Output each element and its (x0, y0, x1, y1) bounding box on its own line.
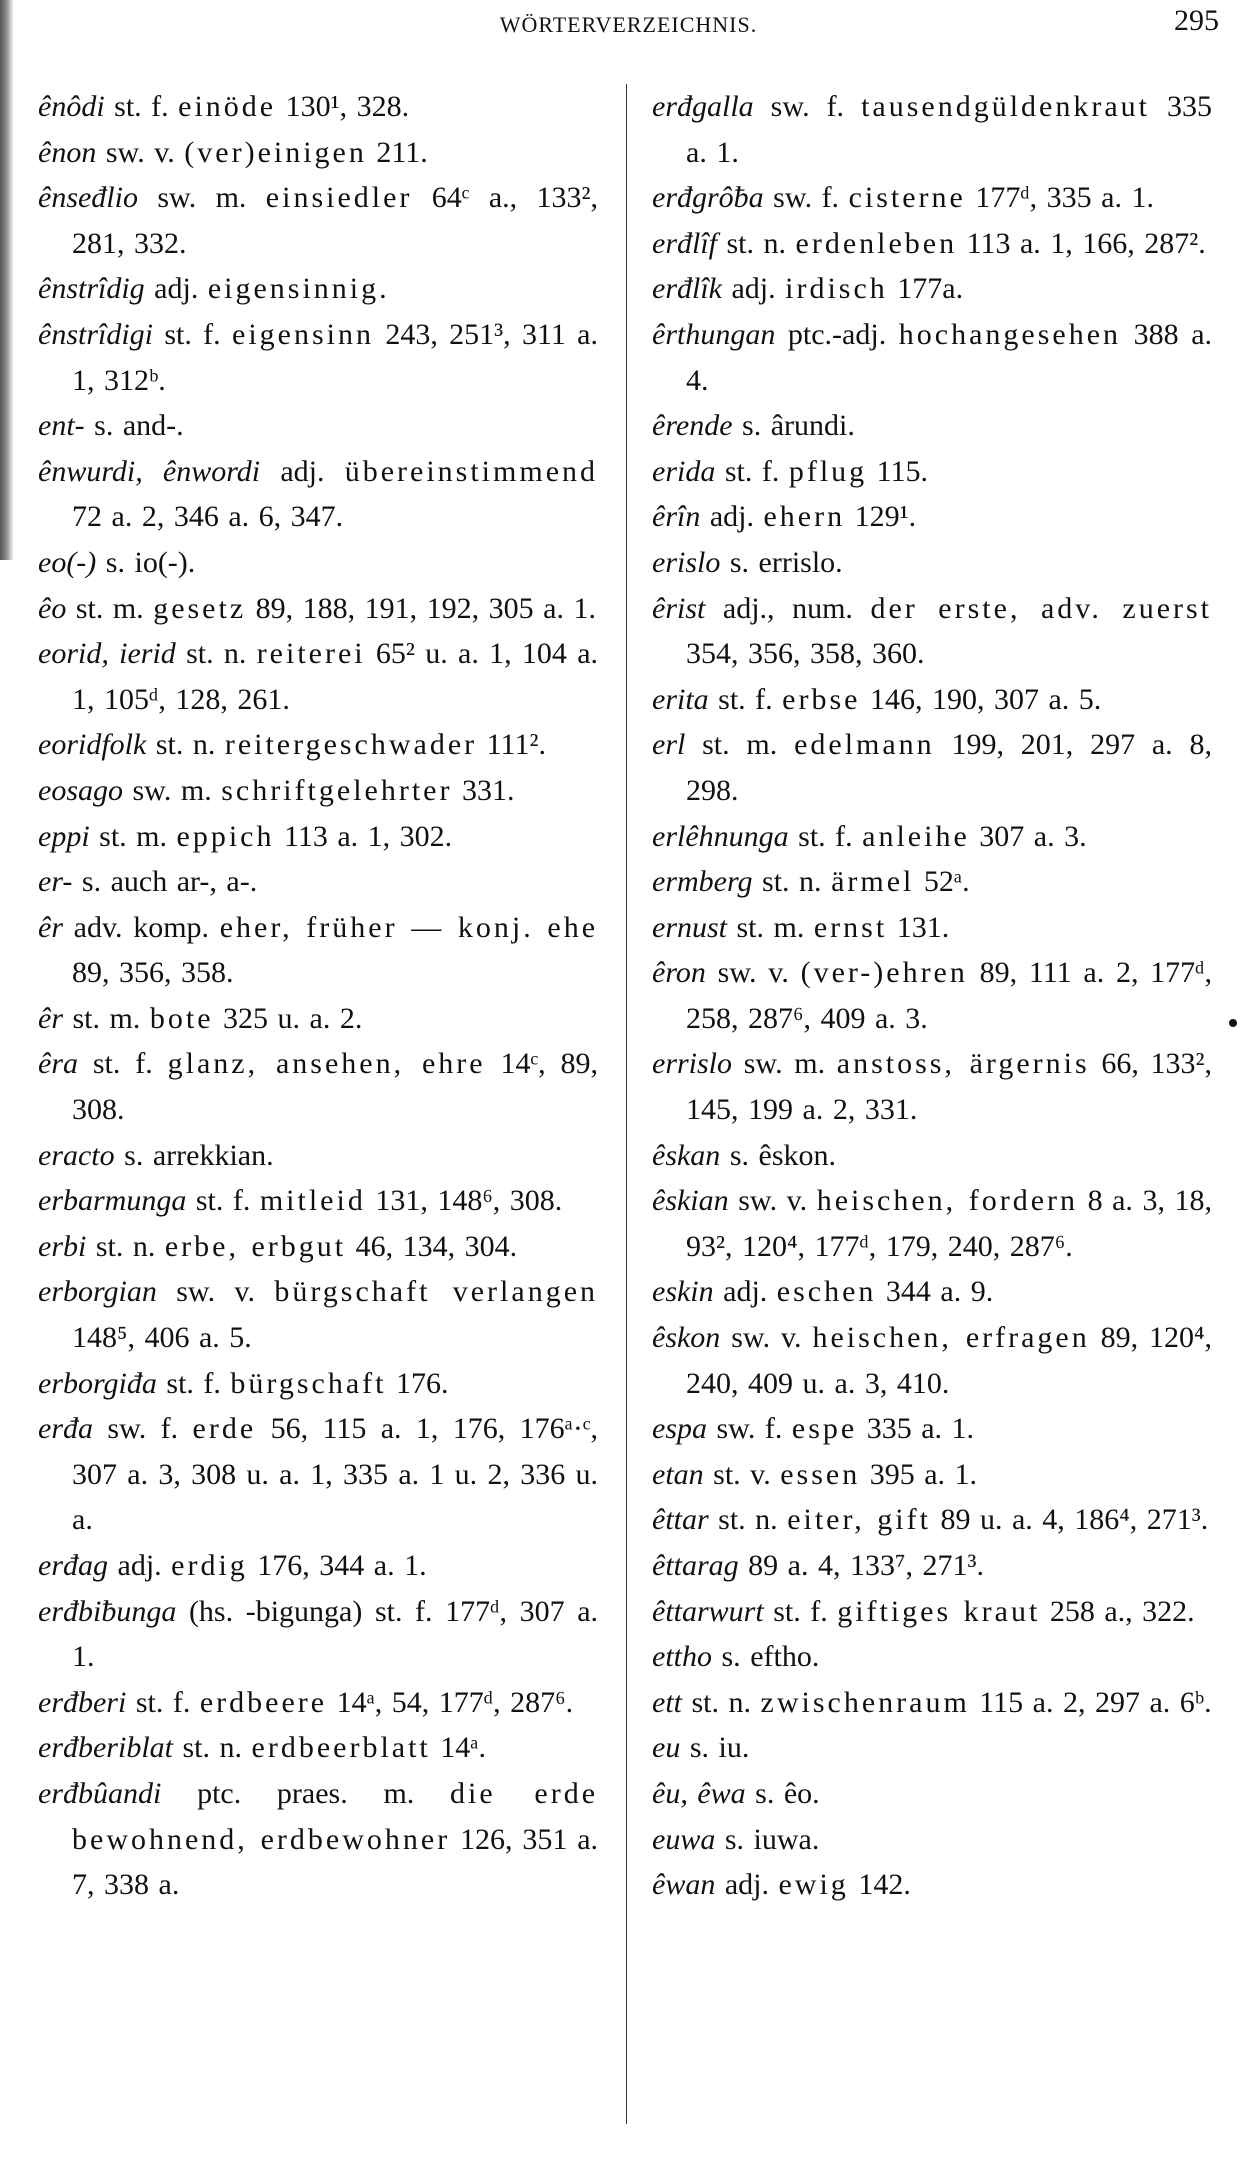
dictionary-entry (38, 1361, 598, 1407)
grammar-label: (hs. -bigunga) st. f. (188, 1594, 433, 1628)
margin-dot (1229, 1019, 1237, 1027)
references: 258 a., 322. (1049, 1594, 1195, 1628)
references: arrekkian. (152, 1138, 274, 1172)
references: 14ᵃ, 54, 177ᵈ, 287⁶. (336, 1685, 574, 1719)
references: 307 a. 3. (979, 819, 1087, 853)
headword: ernust (652, 910, 727, 944)
headword: erđberi (38, 1685, 127, 1719)
dictionary-entry (652, 1315, 1212, 1406)
grammar-label: st. f. (718, 682, 773, 716)
headword: errislo (652, 1047, 733, 1081)
gloss: erbe, erbgut (164, 1229, 347, 1263)
grammar-label: s. auch (81, 865, 168, 899)
headword: ênstrîdigi (38, 317, 154, 351)
gloss: heischen, fordern (816, 1184, 1079, 1218)
references: 325 u. a. 2. (223, 1001, 363, 1035)
references: 113 a. 1, 166, 287². (966, 226, 1206, 260)
dictionary-entry (38, 1269, 598, 1360)
headword: erđbûandi (38, 1776, 162, 1810)
headword: erislo (652, 545, 721, 579)
dictionary-entry (652, 950, 1212, 1041)
grammar-label: adj. (117, 1549, 162, 1582)
grammar-label: sw. v. (717, 956, 789, 990)
dictionary-entry (38, 905, 598, 996)
grammar-label: s. (724, 1822, 745, 1856)
dictionary-entry (38, 586, 598, 632)
gloss: pflug (788, 454, 868, 488)
references: ar-, a-. (176, 865, 258, 899)
dictionary-entry (652, 814, 1212, 860)
gloss: bürgschaft (230, 1366, 387, 1400)
references: ârundi. (770, 409, 855, 443)
dictionary-entry (652, 1771, 1212, 1817)
grammar-label: sw. f. (770, 90, 845, 123)
references: 395 a. 1. (869, 1457, 978, 1491)
headword: erbarmunga (38, 1184, 187, 1218)
gloss: eher, früher — konj. ehe (219, 910, 599, 944)
gloss: eiter, gift (787, 1503, 931, 1537)
grammar-label: st. f. (114, 90, 169, 123)
headword: ent- (38, 409, 85, 443)
dictionary-entry (652, 1133, 1212, 1179)
grammar-label: st. v. (713, 1457, 771, 1491)
headword: erđa (38, 1412, 93, 1446)
references: 129¹. (854, 500, 917, 534)
headword: ênwurdi, ênwordi (38, 454, 261, 488)
references: 115. (876, 454, 929, 488)
headword: erđlîk (652, 272, 722, 306)
references: 146, 190, 307 a. 5. (869, 682, 1102, 716)
references: 52ᵃ. (923, 865, 970, 899)
dictionary-entry (652, 403, 1212, 449)
grammar-label: st. m. (99, 819, 168, 853)
gloss: der erste, adv. zuerst (870, 591, 1213, 625)
references: 131. (896, 910, 950, 944)
gloss: zwischenraum (760, 1685, 970, 1719)
headword: êskan (652, 1138, 721, 1172)
dictionary-entry (652, 1634, 1212, 1680)
headword: eosago (38, 773, 123, 807)
headword: êrîn (652, 500, 701, 534)
grammar-label: s. (729, 545, 750, 579)
gloss: hochangesehen (898, 317, 1122, 351)
references: 46, 134, 304. (355, 1229, 518, 1263)
gloss: erde (192, 1412, 257, 1446)
references: 72 a. 2, 346 a. 6, 347. (72, 500, 344, 534)
grammar-label: sw. m. (157, 181, 247, 215)
grammar-label: st. n. (691, 1685, 752, 1719)
grammar-label: s. (94, 409, 114, 443)
headword: êron (652, 956, 706, 990)
headword: eorid, ierid (38, 637, 176, 671)
grammar-label: adv. komp. (73, 910, 210, 944)
references: iu. (718, 1731, 750, 1765)
binding-shadow (0, 0, 14, 560)
gloss: (ver)einigen (184, 135, 367, 169)
headword: êrist (652, 591, 706, 625)
gloss: ärmel (831, 865, 915, 899)
gloss: eppich (176, 819, 275, 853)
gloss: tausendgüldenkraut (861, 90, 1150, 123)
grammar-label: st. n. (718, 1503, 778, 1537)
references: errislo. (758, 545, 843, 579)
headword: êrthungan (652, 317, 776, 351)
dictionary-entry (652, 1725, 1212, 1771)
headword: eoridfolk (38, 728, 147, 762)
dictionary-entry (652, 859, 1212, 905)
grammar-label: adj. (724, 1868, 769, 1902)
dictionary-entry (38, 1133, 598, 1179)
gloss: einöde (178, 90, 277, 123)
page-header (38, 4, 1219, 54)
headword: erđberiblat (38, 1731, 173, 1765)
grammar-label: st. f. (92, 1047, 153, 1081)
dictionary-entry (652, 494, 1212, 540)
references: 331. (461, 773, 515, 807)
grammar-label: sw. v. (105, 135, 175, 169)
gloss: glanz, ansehen, ehre (167, 1047, 486, 1081)
headword: êskian (652, 1184, 729, 1218)
dictionary-entry (652, 84, 1212, 175)
grammar-label: adj. (154, 272, 199, 306)
gloss: cisterne (848, 181, 966, 215)
grammar-label: adj. (723, 1275, 768, 1309)
dictionary-entry (652, 540, 1212, 586)
dictionary-entry (38, 312, 598, 403)
gloss: ehern (763, 500, 846, 534)
dictionary-entry (38, 1406, 598, 1543)
grammar-label: st. f. (195, 1184, 251, 1218)
grammar-label: ptc.-adj. (787, 317, 887, 351)
headword: erlêhnunga (652, 819, 789, 853)
gloss: giftiges kraut (837, 1594, 1041, 1628)
references: 176, 344 a. 1. (257, 1549, 427, 1582)
headword: eracto (38, 1138, 115, 1172)
headword: er- (38, 865, 73, 899)
references: 89, 120⁴, 240, 409 u. a. 3, 410. (686, 1321, 1213, 1400)
headword: êr (38, 910, 63, 944)
references: 142. (858, 1868, 911, 1902)
gloss: ewig (778, 1868, 849, 1902)
grammar-label: st. f. (166, 1366, 221, 1400)
references: iuwa. (753, 1822, 820, 1856)
dictionary-entry (38, 1041, 598, 1132)
gloss: eigensinn (232, 317, 374, 351)
dictionary-entry (652, 905, 1212, 951)
headword: eo(-) (38, 545, 97, 579)
dictionary-entry (652, 1452, 1212, 1498)
grammar-label: st. m. (736, 910, 805, 944)
dictionary-entry (38, 1224, 598, 1270)
headword: êo (38, 591, 67, 625)
grammar-label: sw. f. (107, 1412, 179, 1446)
dictionary-entry (38, 859, 598, 905)
dictionary-entry (38, 722, 598, 768)
gloss: bote (149, 1001, 214, 1035)
grammar-label: s. (755, 1776, 775, 1810)
dictionary-entry (38, 403, 598, 449)
grammar-label: sw. m. (132, 773, 212, 807)
headword: erđlîf (652, 226, 717, 260)
references: 354, 356, 358, 360. (686, 637, 925, 671)
headword: espa (652, 1412, 707, 1446)
gloss: übereinstimmend (344, 454, 599, 488)
gloss: erdig (171, 1549, 248, 1582)
grammar-label: adj., num. (722, 591, 853, 625)
dictionary-entry (38, 1680, 598, 1726)
grammar-label: sw. m. (743, 1047, 826, 1081)
dictionary-entry (652, 1680, 1212, 1726)
references: 89, 111 a. 2, 177ᵈ, 258, 287⁶, 409 a. 3. (686, 956, 1213, 1035)
gloss: erdbeere (199, 1685, 328, 1719)
gloss: essen (780, 1457, 861, 1491)
right-column (652, 84, 1212, 1908)
dictionary-entry (652, 175, 1212, 221)
gloss: edelmann (794, 728, 935, 762)
dictionary-entry (38, 130, 598, 176)
grammar-label: st. n. (182, 1731, 243, 1765)
headword: eu (652, 1731, 681, 1765)
grammar-label: sw. v. (731, 1321, 802, 1355)
left-column (38, 84, 598, 1908)
gloss: bürgschaft verlangen (274, 1275, 599, 1309)
gloss: espe (791, 1412, 858, 1446)
grammar-label: s. (729, 1138, 749, 1172)
dictionary-entry (38, 1725, 598, 1771)
references: 176. (395, 1366, 449, 1400)
gloss: erdenleben (795, 226, 958, 260)
grammar-label: st. f. (164, 317, 221, 351)
grammar-label: sw. f. (716, 1412, 783, 1446)
headword: êrende (652, 409, 733, 443)
gloss: reitergeschwader (224, 728, 478, 762)
dictionary-entry (38, 1178, 598, 1224)
grammar-label: sw. f. (773, 181, 840, 215)
dictionary-entry (38, 84, 598, 130)
references: 14ᶜ, 89, 308. (72, 1047, 598, 1127)
references: 64ᶜ a., 133², 281, 332. (72, 181, 598, 260)
grammar-label: adj. (731, 272, 776, 306)
grammar-label: st. n. (95, 1229, 156, 1263)
gloss: gesetz (153, 591, 247, 625)
grammar-label: st. f. (798, 819, 853, 853)
dictionary-entry (652, 586, 1212, 677)
running-title: WÖRTERVERZEICHNIS. (499, 12, 758, 37)
dictionary-entry (652, 1543, 1212, 1589)
gloss: irdisch (785, 272, 888, 306)
grammar-label: ptc. praes. m. (197, 1776, 415, 1810)
references: 126, 351 a. 7, 338 a. (72, 1822, 599, 1902)
headword: ermberg (652, 865, 753, 899)
references: 115 a. 2, 297 a. 6ᵇ. (979, 1685, 1212, 1719)
headword: êwan (652, 1868, 716, 1902)
dictionary-entry (652, 1497, 1212, 1543)
references: 89, 356, 358. (72, 956, 234, 990)
dictionary-entry (38, 266, 598, 312)
references: 89, 188, 191, 192, 305 a. 1. (255, 591, 596, 625)
references: 148⁵, 406 a. 5. (72, 1321, 252, 1355)
references: 243, 251³, 311 a. 1, 312ᵇ. (72, 317, 598, 397)
headword: ettho (652, 1640, 712, 1674)
references: and-. (122, 409, 184, 443)
headword: erborgiđa (38, 1366, 157, 1400)
gloss: reiterei (256, 637, 366, 671)
references: 335 a. 1. (866, 1412, 975, 1446)
headword: erđgrôƀa (652, 181, 764, 215)
grammar-label: s. (721, 1640, 741, 1674)
gloss: ernst (813, 910, 888, 944)
headword: êr (38, 1001, 63, 1035)
grammar-label: st. f. (773, 1594, 828, 1628)
dictionary-entry (38, 1771, 598, 1908)
references: 89 u. a. 4, 186⁴, 271³. (940, 1503, 1209, 1537)
references: 344 a. 9. (885, 1275, 994, 1309)
grammar-label: st. n. (726, 226, 787, 260)
grammar-label: sw. v. (176, 1275, 255, 1309)
grammar-label: st. m. (72, 1001, 141, 1035)
headword: erđgalla (652, 90, 754, 123)
headword: êskon (652, 1321, 721, 1355)
references: 177ᵈ, 307 a. 1. (72, 1594, 599, 1674)
references: 388 a. 4. (686, 317, 1213, 397)
headword: erida (652, 454, 716, 488)
references: 199, 201, 297 a. 8, 298. (686, 728, 1212, 807)
dictionary-entry (38, 996, 598, 1042)
dictionary-entry (652, 1817, 1212, 1863)
grammar-label: s. (689, 1731, 710, 1765)
grammar-label: adj. (280, 454, 325, 488)
headword: êu, êwa (652, 1776, 746, 1810)
dictionary-entry (652, 449, 1212, 495)
gloss: schriftgelehrter (221, 773, 453, 807)
references: 335 a. 1. (686, 90, 1212, 169)
headword: eskin (652, 1275, 714, 1309)
grammar-label: st. n. (186, 637, 247, 671)
dictionary-entry (38, 814, 598, 860)
references: 211. (376, 135, 428, 169)
dictionary-entry (652, 1041, 1212, 1132)
gloss: erdbeerblatt (251, 1731, 431, 1765)
dictionary-entry (38, 768, 598, 814)
dictionary-entry (652, 221, 1212, 267)
references: 111². (486, 728, 546, 762)
grammar-label: st. f. (135, 1685, 191, 1719)
gloss: eschen (776, 1275, 877, 1309)
references: 65² u. a. 1, 104 a. 1, 105ᵈ, 128, 261. (72, 637, 599, 716)
references: 177a. (897, 272, 964, 306)
dictionary-entry (38, 540, 598, 586)
references: 66, 133², 145, 199 a. 2, 331. (686, 1047, 1213, 1127)
headword: etan (652, 1457, 704, 1491)
column-divider (626, 84, 627, 2124)
dictionary-entry (38, 1543, 598, 1589)
gloss: mitleid (259, 1184, 366, 1218)
gloss: eigensinnig. (207, 272, 390, 306)
dictionary-entry (38, 631, 598, 722)
headword: erita (652, 682, 709, 716)
page-number: 295 (1174, 4, 1219, 37)
headword: erđag (38, 1549, 108, 1582)
headword: ênôdi (38, 90, 105, 123)
grammar-label: adj. (709, 500, 754, 534)
references: 130¹, 328. (285, 90, 410, 123)
grammar-label: st. f. (724, 454, 780, 488)
headword: erborgian (38, 1275, 157, 1309)
grammar-label: st. m. (75, 591, 144, 625)
references: 56, 115 a. 1, 176, 176ᵃ·ᶜ, 307 a. 3, 308 u. a. 1, 335 a. 1 u. 2, 336 u. a. (72, 1412, 599, 1537)
references: eftho. (750, 1640, 820, 1674)
references: 8 a. 3, 18, 93², 120⁴, 177ᵈ, 179, 240, 287⁶. (686, 1184, 1213, 1263)
grammar-label: st. n. (762, 865, 822, 899)
headword: ênon (38, 135, 97, 169)
gloss: heischen, erfragen (812, 1321, 1090, 1355)
headword: erbi (38, 1229, 87, 1263)
gloss: einsiedler (265, 181, 413, 215)
grammar-label: st. m. (702, 728, 778, 762)
references: 14ᵃ. (440, 1731, 486, 1765)
gloss: (ver-)ehren (800, 956, 968, 990)
dictionary-entry (38, 175, 598, 266)
references: 177ᵈ, 335 a. 1. (975, 181, 1154, 215)
gloss: erbse (782, 682, 861, 716)
grammar-label: s. (742, 409, 762, 443)
dictionary-entry (652, 1178, 1212, 1269)
dictionary-entry (652, 677, 1212, 723)
gloss: die erde bewohnend, erdbewohner (72, 1776, 599, 1856)
headword: eppi (38, 819, 90, 853)
grammar-label: s. (105, 545, 125, 579)
headword: êra (38, 1047, 78, 1081)
headword: erđbiƀunga (38, 1594, 177, 1628)
headword: êttarwurt (652, 1594, 764, 1628)
headword: êttarag (652, 1549, 739, 1582)
references: io(-). (134, 545, 196, 579)
headword: êttar (652, 1503, 709, 1537)
references: 113 a. 1, 302. (283, 819, 453, 853)
dictionary-entry (652, 1269, 1212, 1315)
grammar-label: sw. v. (738, 1184, 808, 1218)
dictionary-entry (652, 722, 1212, 813)
references: êskon. (758, 1138, 836, 1172)
headword: ênseđlio (38, 181, 138, 215)
references: êo. (783, 1776, 820, 1810)
dictionary-entry (38, 449, 598, 540)
grammar-label: st. n. (155, 728, 216, 762)
gloss: anleihe (862, 819, 970, 853)
headword: euwa (652, 1822, 716, 1856)
references: 89 a. 4, 133⁷, 271³. (748, 1549, 984, 1582)
headword: ênstrîdig (38, 272, 145, 306)
headword: erl (652, 728, 686, 762)
dictionary-entry (652, 312, 1212, 403)
grammar-label: s. (124, 1138, 144, 1172)
references: 131, 148⁶, 308. (375, 1184, 563, 1218)
dictionary-entry (38, 1589, 598, 1680)
dictionary-entry (652, 1862, 1212, 1908)
dictionary-entry (652, 1406, 1212, 1452)
dictionary-entry (652, 1589, 1212, 1635)
gloss: anstoss, ärgernis (836, 1047, 1090, 1081)
dictionary-entry (652, 266, 1212, 312)
headword: ett (652, 1685, 682, 1719)
